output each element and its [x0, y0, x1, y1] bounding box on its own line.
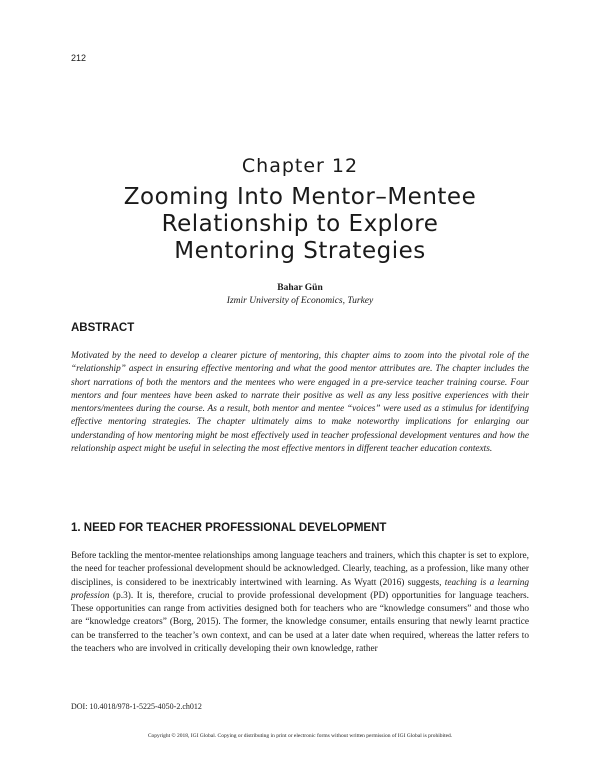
author-affiliation: Izmir University of Economics, Turkey — [226, 296, 374, 306]
chapter-title-line: Mentoring Strategies — [174, 238, 426, 264]
body-text-part: Before tackling the mentor-mentee relationships among language teachers and trainers, which this chapter is set to explore, the need for teacher professional development should be acknowledged. Clearly, teaching, as a profession, like many other disciplines, is considered to be inextricably intertwined with learning. As Wyatt (2016) suggests, — [71, 551, 529, 588]
chapter-title-line: Relationship to Explore — [161, 211, 439, 237]
abstract-heading: ABSTRACT — [71, 322, 135, 334]
author-name: Bahar Gün — [277, 283, 323, 293]
body-text-part: (p.3). It is, therefore, crucial to provide professional development (PD) opportunities for language teachers. These opportunities can range from activities designed both for teachers who are “knowledge consumers” and those who are “knowledge creators” (Borg, 2015). The former, the knowledge consumer, entails ensuring that newly learnt practice can be transferred to the teacher’s own context, and can be used at a later date when required, whereas the latter refers to the teachers who are involved in critically developing their own knowledge, rather — [71, 590, 529, 655]
body-text-emphasis: teaching is a learning profession — [71, 577, 530, 601]
chapter-label: Chapter 12 — [241, 155, 359, 177]
copyright-notice: Copyright © 2018, IGI Global. Copying or distributing in print or electronic forms without written permission of IGI Global is prohibited. — [147, 733, 453, 739]
chapter-title — [60, 184, 540, 265]
body-paragraph — [71, 550, 529, 656]
doi: DOI: 10.4018/978-1-5225-4050-2.ch012 — [71, 702, 202, 711]
abstract-text: Motivated by the need to develop a clearer picture of mentoring, this chapter aims to zoom into the pivotal role of the “relationship” aspect in ensuring effective mentoring and what the good mentor attributes are. The chapter includes the short narrations of both the mentors and the mentees who were engaged in a pre-service teacher training course. Four mentors and four mentees have been asked to narrate their positive as well as any less positive experiences with their mentors/mentees during the course. As a result, both mentor and mentee “voices” were used as a stimulus for identifying effective mentoring strategies. The chapter ultimately aims to make noteworthy implications for enlarging our understanding of how mentoring might be most effectively used in teacher professional development ventures and how the relationship aspect might be useful in selecting the most effective mentors in different teacher education contexts. — [71, 351, 529, 455]
chapter-title-line: Zooming Into Mentor–Mentee — [123, 184, 477, 210]
section-heading: 1. NEED FOR TEACHER PROFESSIONAL DEVELOPMENT — [71, 522, 387, 534]
page-number: 212 — [71, 53, 87, 63]
